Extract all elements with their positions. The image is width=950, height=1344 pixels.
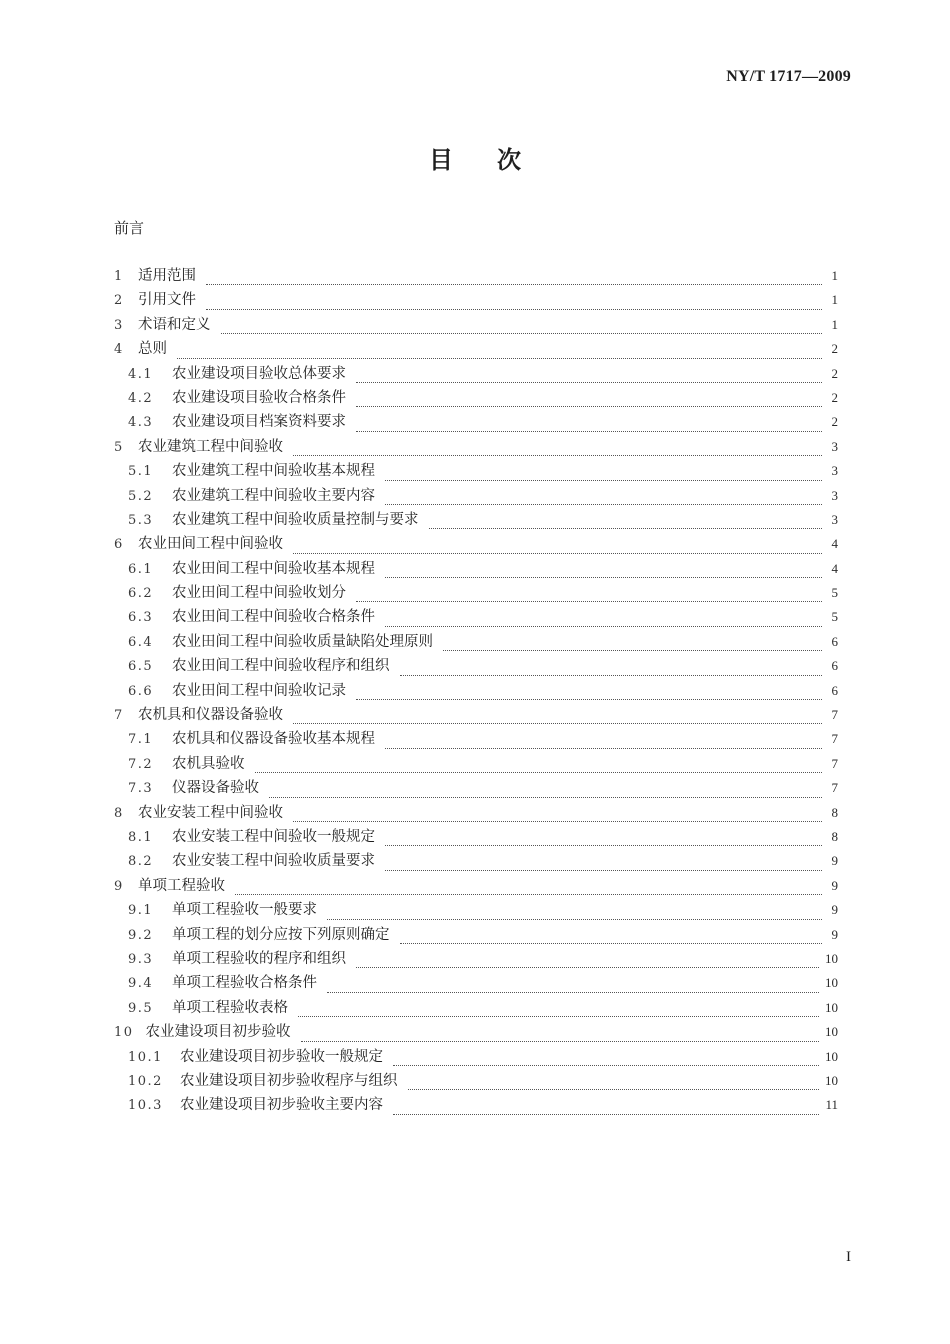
toc-entry-page: 7 — [831, 755, 838, 771]
toc-entry-title: 总则 — [138, 341, 167, 358]
toc-entry-title: 农业田间工程中间验收程序和组织 — [172, 658, 390, 675]
toc-entry[interactable] — [114, 898, 838, 922]
toc-entry-page: 8 — [831, 828, 838, 844]
toc-entry-title: 农机具和仪器设备验收基本规程 — [172, 731, 375, 748]
toc-entry-number: 2 — [114, 293, 124, 309]
dot-leader — [293, 541, 822, 554]
toc-entry-page: 10 — [825, 950, 838, 966]
toc-entry[interactable] — [114, 923, 838, 947]
toc-entry-number: 6.3 — [128, 610, 154, 626]
toc-entry-page: 5 — [831, 609, 838, 625]
toc-entry-number: 6.6 — [128, 683, 154, 699]
dot-leader — [327, 980, 819, 993]
toc-entry-title: 农业田间工程中间验收记录 — [172, 682, 346, 699]
toc-entry-page: 9 — [831, 926, 838, 942]
toc-entry-number: 7.2 — [128, 756, 154, 772]
toc-entry-page: 10 — [825, 1048, 838, 1064]
toc-entry[interactable] — [114, 1045, 838, 1069]
toc-entry[interactable] — [114, 1069, 838, 1093]
toc-entry-page: 10 — [825, 975, 838, 991]
toc-entry[interactable] — [114, 532, 838, 556]
toc-entry[interactable] — [114, 971, 838, 995]
toc-entry[interactable] — [114, 825, 838, 849]
toc-entry[interactable] — [114, 313, 838, 337]
toc-entry[interactable] — [114, 776, 838, 800]
dot-leader — [206, 272, 822, 285]
toc-entry[interactable] — [114, 849, 838, 873]
toc-entry-number: 9 — [114, 878, 124, 894]
toc-entry[interactable] — [114, 801, 838, 825]
toc-entry-title: 农业田间工程中间验收合格条件 — [172, 609, 375, 626]
toc-entry-title: 农业建筑工程中间验收 — [138, 438, 283, 455]
toc-entry-number: 9.1 — [128, 903, 154, 919]
toc-entry-title: 单项工程验收表格 — [172, 999, 288, 1016]
toc-entry-title: 农业建设项目档案资料要求 — [172, 414, 346, 431]
toc-entry[interactable] — [114, 362, 838, 386]
toc-entry-page: 1 — [831, 292, 838, 308]
toc-entry-page: 2 — [831, 389, 838, 405]
toc-entry[interactable] — [114, 703, 838, 727]
standard-code: NY/T 1717—2009 — [726, 68, 851, 85]
dot-leader — [356, 394, 822, 407]
toc-entry-title: 农业田间工程中间验收划分 — [172, 585, 346, 602]
toc-entry-page: 2 — [831, 365, 838, 381]
toc-entry-number: 10.1 — [128, 1049, 163, 1065]
dot-leader — [385, 858, 822, 871]
toc-entry-page: 4 — [831, 560, 838, 576]
toc-entry-page: 7 — [831, 707, 838, 723]
toc-entry-title: 农业田间工程中间验收 — [138, 536, 283, 553]
toc-entry-number: 4.2 — [128, 390, 154, 406]
dot-leader — [298, 1004, 819, 1017]
toc-entry-title: 农机具和仪器设备验收 — [138, 707, 283, 724]
toc-entry-number: 8.2 — [128, 854, 154, 870]
toc-entry-page: 3 — [831, 511, 838, 527]
toc-entry[interactable] — [114, 557, 838, 581]
toc-entry-number: 10 — [114, 1025, 134, 1041]
toc-entry-page: 9 — [831, 853, 838, 869]
toc-entry-number: 7.1 — [128, 732, 154, 748]
toc-entry-number: 5 — [114, 439, 124, 455]
toc-entry-number: 4 — [114, 342, 124, 358]
toc-entry-number: 9.4 — [128, 976, 154, 992]
toc-entry-number: 4.3 — [128, 415, 154, 431]
toc-entry[interactable] — [114, 386, 838, 410]
toc-entry-title: 仪器设备验收 — [172, 780, 259, 797]
toc-entry[interactable] — [114, 459, 838, 483]
toc-entry-page: 7 — [831, 780, 838, 796]
toc-entry[interactable] — [114, 484, 838, 508]
toc-entry-title: 引用文件 — [138, 292, 196, 309]
dot-leader — [356, 370, 822, 383]
dot-leader — [429, 516, 823, 529]
toc-entry-title: 农业建筑工程中间验收基本规程 — [172, 463, 375, 480]
toc-entry-page: 3 — [831, 487, 838, 503]
toc-entry-title: 农业建设项目初步验收主要内容 — [180, 1097, 383, 1114]
dot-leader — [385, 492, 822, 505]
toc-entry[interactable] — [114, 727, 838, 751]
toc-entry-page: 1 — [831, 316, 838, 332]
dot-leader — [206, 297, 822, 310]
toc-entry-title: 单项工程验收 — [138, 877, 225, 894]
dot-leader — [293, 809, 822, 822]
toc-entry-title: 单项工程验收合格条件 — [172, 975, 317, 992]
toc-entry-number: 5.3 — [128, 512, 154, 528]
toc-entry[interactable] — [114, 1020, 838, 1044]
toc-entry-page: 5 — [831, 585, 838, 601]
toc-entry-number: 9.3 — [128, 951, 154, 967]
toc-entry[interactable] — [114, 605, 838, 629]
page-title: 目次 — [429, 146, 565, 174]
dot-leader — [385, 614, 822, 627]
page-folio: I — [846, 1249, 851, 1265]
toc-entry-number: 8 — [114, 805, 124, 821]
dot-leader — [356, 419, 822, 432]
toc-entry-title: 农业建设项目初步验收 — [145, 1024, 291, 1041]
toc-entry-title: 农业安装工程中间验收一般规定 — [172, 828, 375, 845]
toc-entry-page: 2 — [831, 414, 838, 430]
toc-entry[interactable] — [114, 410, 838, 434]
toc-entry-title: 农机具验收 — [172, 755, 245, 772]
toc-entry-title: 农业田间工程中间验收基本规程 — [172, 560, 375, 577]
toc-entry-number: 7.3 — [128, 781, 154, 797]
toc-entry-title: 农业建设项目初步验收一般规定 — [180, 1048, 383, 1065]
toc-entry[interactable] — [114, 264, 838, 288]
toc-entry-title: 农业建筑工程中间验收主要内容 — [172, 487, 375, 504]
dot-leader — [356, 687, 822, 700]
dot-leader — [269, 785, 822, 798]
dot-leader — [293, 443, 822, 456]
toc-entry[interactable] — [114, 435, 838, 459]
toc-entry-preface[interactable]: 前言 — [114, 219, 145, 237]
toc-entry-page: 3 — [831, 463, 838, 479]
toc-entry[interactable] — [114, 947, 838, 971]
dot-leader — [393, 1102, 819, 1115]
toc-entry-page: 11 — [825, 1097, 838, 1113]
toc-entry-title: 单项工程验收的程序和组织 — [172, 950, 346, 967]
toc-entry[interactable] — [114, 508, 838, 532]
toc-entry-page: 2 — [831, 341, 838, 357]
dot-leader — [356, 589, 822, 602]
toc-entry-title: 农业安装工程中间验收 — [138, 804, 283, 821]
dot-leader — [221, 321, 823, 334]
dot-leader — [385, 833, 822, 846]
dot-leader — [177, 346, 822, 359]
toc-entry[interactable] — [114, 752, 838, 776]
toc-entry-number: 7 — [114, 708, 124, 724]
toc-entry[interactable] — [114, 581, 838, 605]
toc-entry-number: 10.3 — [128, 1098, 163, 1114]
toc-entry-title: 农业建设项目验收合格条件 — [172, 389, 346, 406]
toc-entry-page: 4 — [831, 536, 838, 552]
dot-leader — [400, 931, 823, 944]
toc-entry[interactable] — [114, 288, 838, 312]
toc-entry-number: 5.1 — [128, 464, 154, 480]
toc-entry[interactable] — [114, 996, 838, 1020]
toc-entry-title: 农业建筑工程中间验收质量控制与要求 — [172, 511, 419, 528]
dot-leader — [356, 955, 819, 968]
dot-leader — [235, 882, 822, 895]
toc-entry-number: 5.2 — [128, 488, 154, 504]
toc-entry-number: 6.5 — [128, 659, 154, 675]
toc-entry-number: 9.5 — [128, 1000, 154, 1016]
toc-entry-number: 1 — [114, 269, 124, 284]
toc-entry-title: 术语和定义 — [138, 316, 211, 333]
toc-entry-page: 6 — [831, 633, 838, 649]
dot-leader — [393, 1053, 819, 1066]
table-of-contents — [114, 264, 838, 1118]
toc-entry-page: 10 — [825, 1072, 838, 1088]
dot-leader — [255, 760, 823, 773]
toc-entry-page: 1 — [831, 268, 838, 283]
toc-entry-page: 7 — [831, 731, 838, 747]
toc-entry-title: 农业建设项目初步验收程序与组织 — [180, 1072, 398, 1089]
dot-leader — [385, 468, 822, 481]
toc-entry[interactable] — [114, 654, 838, 678]
toc-entry-page: 3 — [831, 438, 838, 454]
toc-entry-page: 10 — [825, 1024, 838, 1040]
toc-entry[interactable] — [114, 679, 838, 703]
toc-entry-title: 单项工程验收一般要求 — [172, 902, 317, 919]
toc-entry-number: 4.1 — [128, 366, 154, 382]
toc-entry-number: 9.2 — [128, 927, 154, 943]
toc-entry-page: 10 — [825, 999, 838, 1015]
dot-leader — [293, 711, 822, 724]
toc-entry-number: 3 — [114, 317, 124, 333]
toc-entry-page: 9 — [831, 877, 838, 893]
dot-leader — [443, 638, 822, 651]
toc-entry-page: 9 — [831, 902, 838, 918]
dot-leader — [400, 663, 823, 676]
toc-entry-title: 农业田间工程中间验收质量缺陷处理原则 — [172, 633, 433, 650]
toc-entry-title: 单项工程的划分应按下列原则确定 — [172, 926, 390, 943]
toc-entry-number: 8.1 — [128, 829, 154, 845]
toc-entry-page: 6 — [831, 658, 838, 674]
toc-entry-number: 6.4 — [128, 634, 154, 650]
dot-leader — [327, 907, 822, 920]
toc-entry-number: 6.2 — [128, 586, 154, 602]
dot-leader — [301, 1029, 819, 1042]
toc-entry-page: 8 — [831, 804, 838, 820]
toc-entry[interactable] — [114, 874, 838, 898]
toc-entry-page: 6 — [831, 682, 838, 698]
dot-leader — [385, 736, 822, 749]
toc-entry-title: 适用范围 — [138, 268, 196, 284]
toc-entry-title: 农业建设项目验收总体要求 — [172, 365, 346, 382]
toc-entry-number: 6 — [114, 537, 124, 553]
toc-entry[interactable] — [114, 630, 838, 654]
toc-entry[interactable] — [114, 1093, 838, 1117]
toc-entry[interactable] — [114, 337, 838, 361]
toc-entry-number: 6.1 — [128, 561, 154, 577]
toc-entry-number: 10.2 — [128, 1073, 163, 1089]
toc-entry-title: 农业安装工程中间验收质量要求 — [172, 853, 375, 870]
dot-leader — [408, 1077, 820, 1090]
dot-leader — [385, 565, 822, 578]
